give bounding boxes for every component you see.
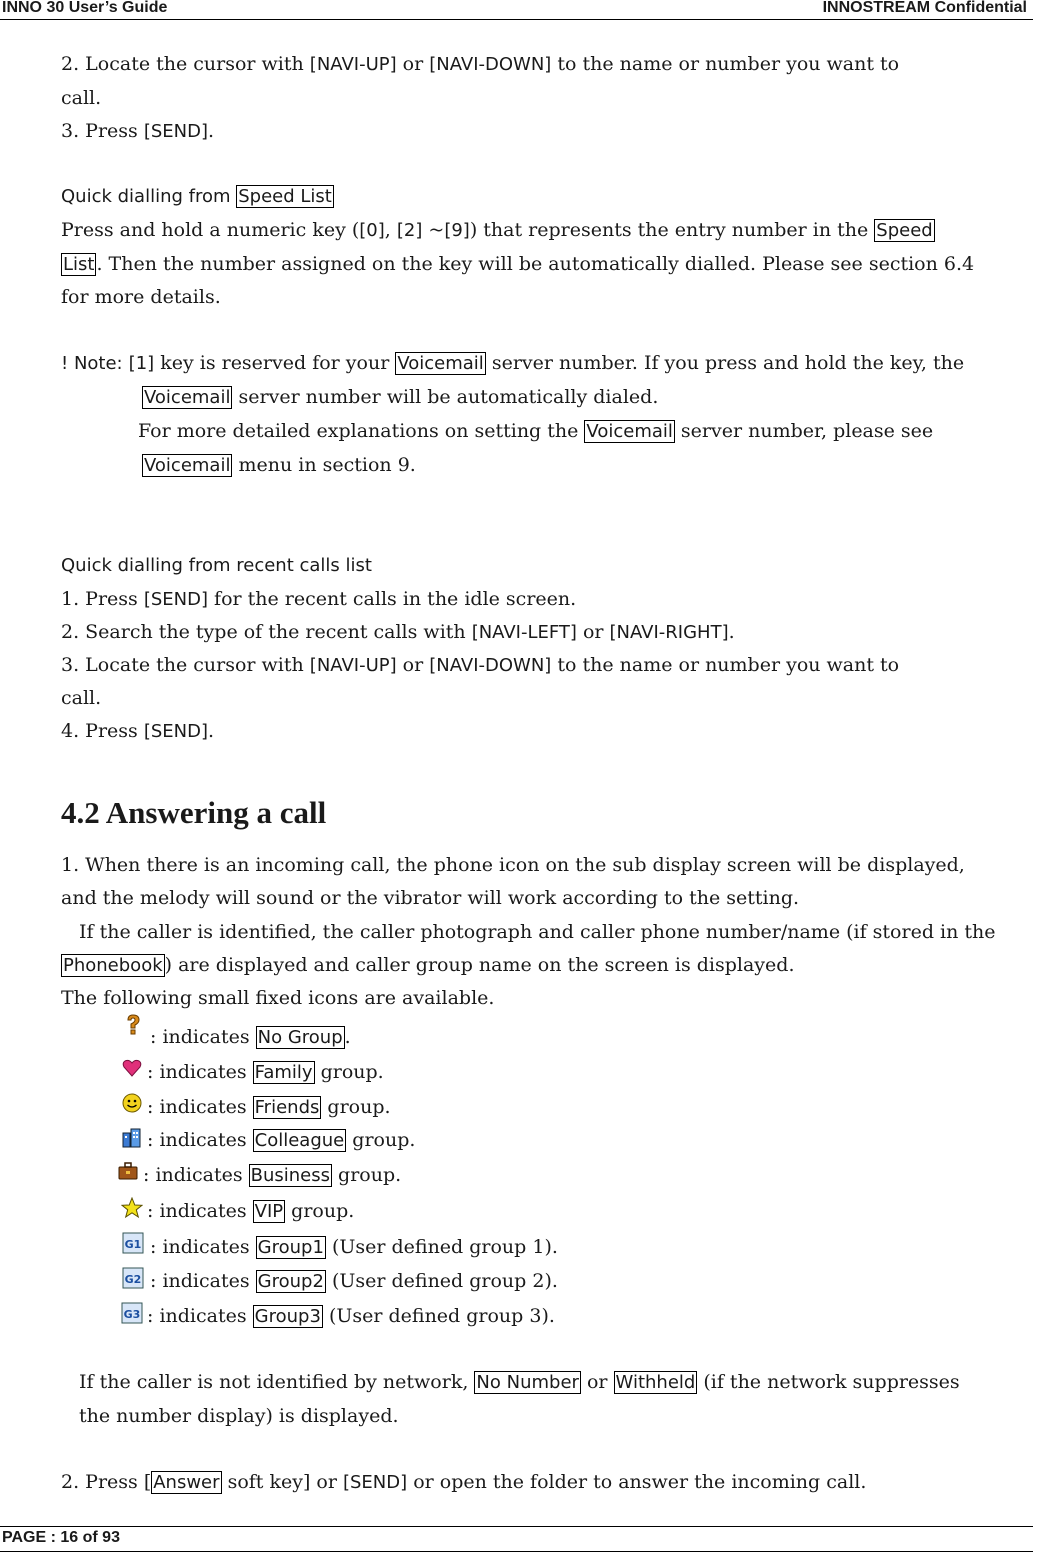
icon-row-family: : indicates Family group. — [147, 1061, 384, 1083]
answer-para-5: The following small fixed icons are available. — [61, 987, 495, 1009]
svg-text:G1: G1 — [124, 1238, 142, 1251]
answer-para-4: Phonebook ) are displayed and caller group name on the screen is displayed. — [63, 954, 795, 976]
icon-row-group1: : indicates Group1 (User defined group 1). — [150, 1236, 558, 1258]
svg-text:G3: G3 — [123, 1308, 141, 1321]
step-3-press: 3. Press [SEND]. — [61, 120, 215, 142]
icon-row-group2: : indicates Group2 (User defined group 2). — [150, 1270, 558, 1292]
speed-list-title: Quick dialling from Speed List — [61, 186, 332, 207]
page-footer — [0, 1526, 1033, 1552]
building-icon — [121, 1127, 143, 1149]
step-2-locate: 2. Locate the cursor with [NAVI-UP] or [NAVI-DOWN] to the name or number you want to — [61, 53, 900, 75]
g1-icon — [122, 1232, 144, 1254]
page-header — [0, 0, 1033, 20]
not-identified-para-2: the number display) is displayed. — [79, 1405, 399, 1427]
star-icon — [121, 1197, 143, 1219]
recent-step-3-cont: call. — [61, 687, 102, 709]
question-icon — [122, 1013, 144, 1035]
answer-step-2: 2. Press [ Answer soft key] or [SEND] or open the folder to answer the incoming call. — [61, 1471, 867, 1493]
g3-icon — [121, 1302, 143, 1324]
smiley-icon — [121, 1092, 143, 1114]
note-line-1: ! Note: [1] key is reserved for your Voicemail server number. If you press and hold the key, the — [61, 352, 965, 374]
recent-step-3: 3. Locate the cursor with [NAVI-UP] or [NAVI-DOWN] to the name or number you want to — [61, 654, 900, 676]
answer-para-1: 1. When there is an incoming call, the phone icon on the sub display screen will be displayed, — [61, 854, 965, 876]
recent-step-2: 2. Search the type of the recent calls with [NAVI-LEFT] or [NAVI-RIGHT]. — [61, 621, 735, 643]
speed-list-para-2: List . Then the number assigned on the key will be automatically dialled. Please see section 6.4 — [63, 253, 975, 275]
icon-row-group3: : indicates Group3 (User defined group 3). — [147, 1305, 555, 1327]
note-line-4: Voicemail menu in section 9. — [144, 454, 416, 476]
icon-row-colleague: : indicates Colleague group. — [147, 1129, 416, 1151]
speed-list-para-1: Press and hold a numeric key ([0], [2] ~[9]) that represents the entry number in the Speed — [61, 219, 933, 241]
icon-row-vip: : indicates VIP group. — [147, 1200, 355, 1222]
g2-icon — [122, 1267, 144, 1289]
speed-list-para-3: for more details. — [61, 286, 221, 308]
icon-row-friends: : indicates Friends group. — [147, 1096, 391, 1118]
header-confidential: INNOSTREAM Confidential — [822, 0, 1027, 16]
section-heading: 4.2 Answering a call — [61, 795, 327, 830]
recent-step-4: 4. Press [SEND]. — [61, 720, 215, 742]
note-line-3: For more detailed explanations on setting the Voicemail server number, please see — [138, 420, 934, 442]
recent-calls-title: Quick dialling from recent calls list — [61, 555, 372, 576]
heart-icon — [121, 1057, 143, 1079]
briefcase-icon — [117, 1160, 139, 1182]
answer-para-2: and the melody will sound or the vibrator will work according to the setting. — [61, 887, 800, 909]
not-identified-para-1: If the caller is not identified by network, No Number or Withheld (if the network suppresses — [79, 1371, 960, 1393]
header-title: INNO 30 User’s Guide — [2, 0, 168, 16]
recent-step-1: 1. Press [SEND] for the recent calls in the idle screen. — [61, 588, 577, 610]
svg-text:G2: G2 — [124, 1273, 142, 1286]
page-number: PAGE : 16 of 93 — [2, 1529, 120, 1546]
icon-row-no-group: : indicates No Group . — [150, 1026, 351, 1048]
step-2-cont: call. — [61, 87, 102, 109]
note-line-2: Voicemail server number will be automatically dialed. — [144, 386, 659, 408]
icon-row-business: : indicates Business group. — [143, 1164, 402, 1186]
answer-para-3: If the caller is identified, the caller photograph and caller phone number/name (if stored in the — [79, 921, 996, 943]
